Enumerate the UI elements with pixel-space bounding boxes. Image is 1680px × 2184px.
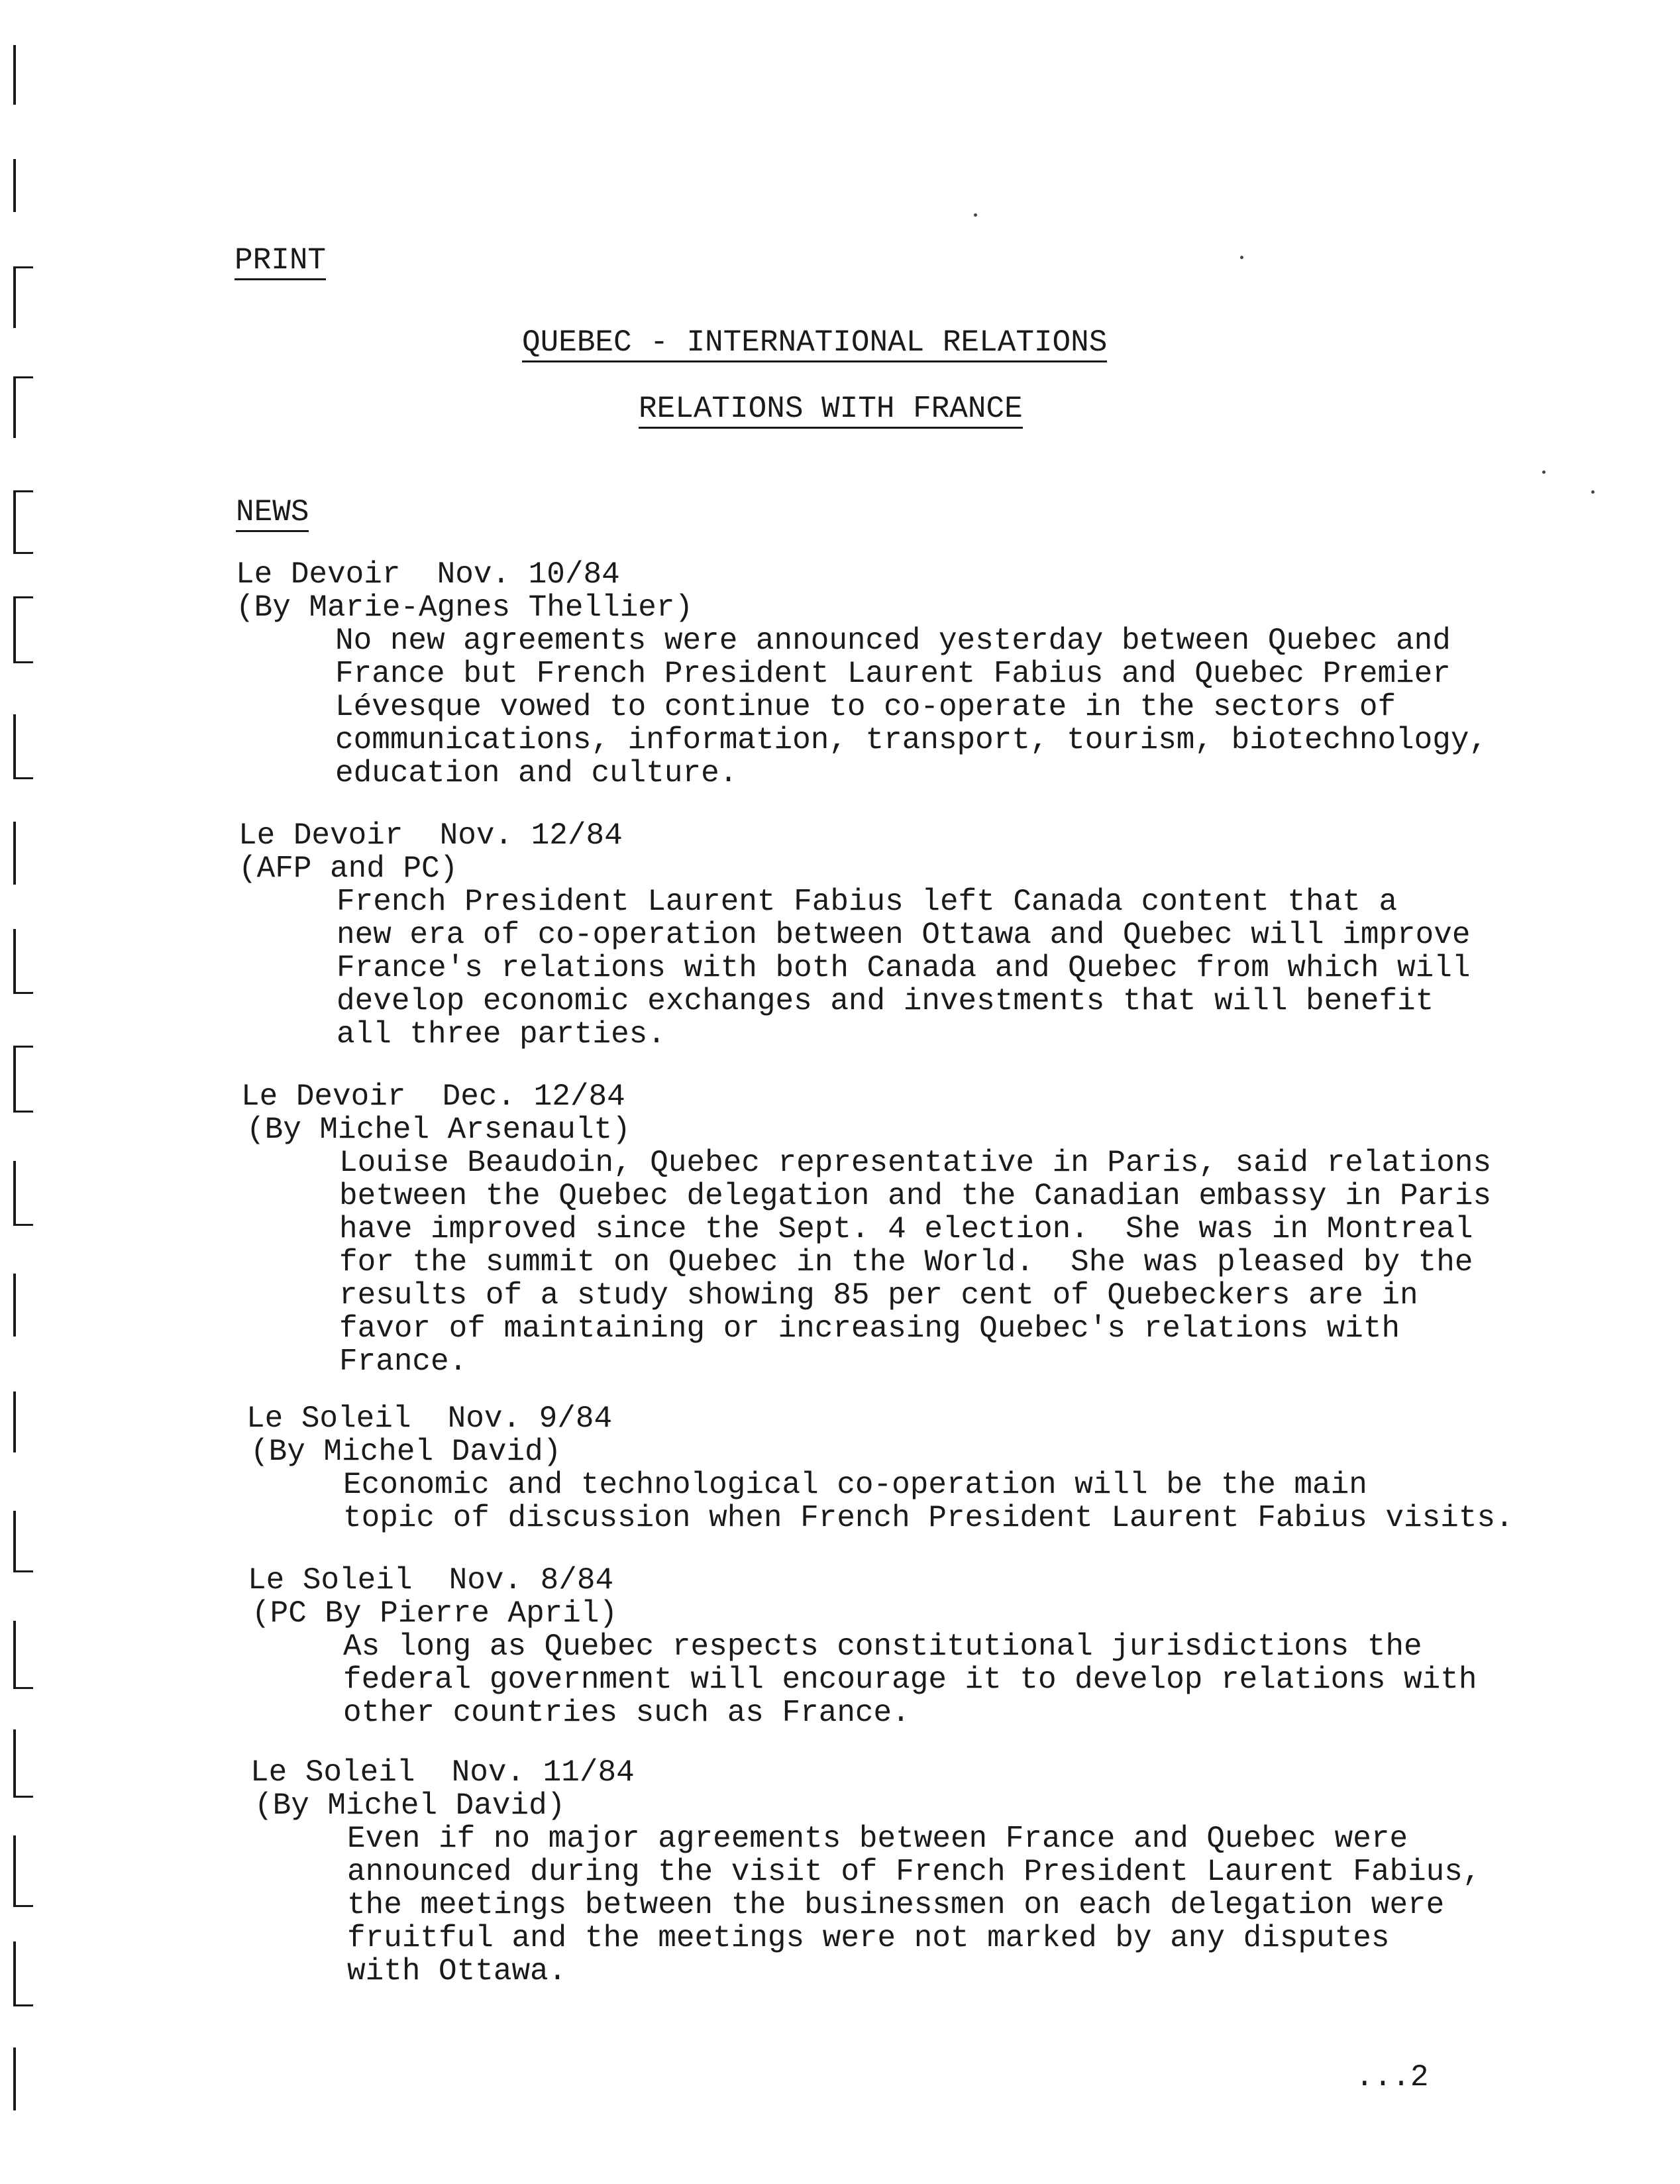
- binder-mark: [13, 929, 33, 994]
- summary-line: Economic and technological co-operation will be the main: [343, 1468, 1367, 1502]
- binder-mark: [13, 1046, 33, 1113]
- binder-mark: [13, 822, 33, 885]
- entry-source: Le Soleil Nov. 9/84: [246, 1401, 613, 1436]
- summary-line: all three parties.: [337, 1017, 666, 1052]
- section-heading-news: NEWS: [236, 496, 309, 532]
- scan-speck: [1240, 256, 1243, 259]
- entry-summary: [335, 624, 1487, 790]
- entry-byline: (By Michel Arsenault): [246, 1113, 631, 1147]
- print-label: PRINT: [235, 244, 326, 280]
- binder-mark: [13, 1941, 33, 2006]
- summary-line: No new agreements were announced yesterday between Quebec and: [335, 624, 1451, 658]
- summary-line: Even if no major agreements between France and Quebec were: [347, 1822, 1408, 1856]
- entry-summary: [347, 1822, 1481, 1988]
- entry-byline: (By Michel David): [250, 1435, 562, 1469]
- binder-mark: [13, 1621, 33, 1689]
- document-title: QUEBEC - INTERNATIONAL RELATIONS: [522, 326, 1107, 362]
- summary-line: for the summit on Quebec in the World. She was pleased by the: [339, 1245, 1473, 1280]
- summary-line: France.: [339, 1344, 468, 1379]
- summary-line: France's relations with both Canada and Quebec from which will: [337, 951, 1471, 985]
- summary-line: the meetings between the businessmen on each delegation were: [347, 1888, 1445, 1922]
- binder-mark: [13, 376, 33, 438]
- entry-summary: [339, 1146, 1491, 1378]
- summary-line: new era of co-operation between Ottawa and Quebec will improve: [337, 918, 1471, 952]
- binder-mark: [13, 266, 33, 328]
- summary-line: results of a study showing 85 per cent of Quebeckers are in: [339, 1278, 1418, 1313]
- binder-mark: [13, 1835, 33, 1907]
- binder-mark: [13, 2048, 33, 2110]
- page-continuation: ...2: [1355, 2060, 1429, 2095]
- entry-summary: [337, 885, 1470, 1051]
- summary-line: communications, information, transport, tourism, biotechnology,: [335, 723, 1488, 757]
- binder-mark: [13, 1274, 33, 1337]
- summary-line: topic of discussion when French President Laurent Fabius visits.: [343, 1501, 1514, 1535]
- summary-line: with Ottawa.: [347, 1954, 567, 1989]
- summary-line: favor of maintaining or increasing Quebec's relations with: [339, 1311, 1400, 1346]
- binder-mark: [13, 714, 33, 779]
- summary-line: fruitful and the meetings were not marked by any disputes: [347, 1921, 1390, 1955]
- summary-line: As long as Quebec respects constitutional jurisdictions the: [343, 1629, 1422, 1664]
- summary-line: develop economic exchanges and investments that will benefit: [337, 984, 1434, 1018]
- binder-mark: [13, 159, 33, 212]
- summary-line: other countries such as France.: [343, 1696, 910, 1730]
- entry-summary: [343, 1468, 1514, 1535]
- entry-source: Le Devoir Nov. 10/84: [236, 557, 620, 592]
- entry-summary: [343, 1630, 1477, 1729]
- summary-line: Lévesque vowed to continue to co-operate in the sectors of: [335, 690, 1396, 724]
- binder-mark: [13, 1161, 33, 1226]
- entry-byline: (AFP and PC): [238, 851, 458, 886]
- binder-mark: [13, 1729, 33, 1798]
- entry-source: Le Soleil Nov. 11/84: [250, 1755, 635, 1790]
- entry-source: Le Devoir Dec. 12/84: [241, 1079, 625, 1114]
- entry-source: Le Devoir Nov. 12/84: [238, 818, 623, 853]
- document-subtitle: RELATIONS WITH FRANCE: [639, 392, 1023, 429]
- summary-line: French President Laurent Fabius left Canada content that a: [337, 885, 1398, 919]
- summary-line: between the Quebec delegation and the Canadian embassy in Paris: [339, 1179, 1492, 1213]
- binder-mark: [13, 596, 33, 663]
- scan-speck: [1542, 470, 1546, 474]
- scan-speck: [974, 213, 977, 217]
- entry-source: Le Soleil Nov. 8/84: [248, 1563, 614, 1598]
- summary-line: education and culture.: [335, 756, 738, 791]
- summary-line: federal government will encourage it to develop relations with: [343, 1663, 1477, 1697]
- binder-mark: [13, 45, 33, 105]
- entry-byline: (By Michel David): [254, 1788, 566, 1823]
- summary-line: France but French President Laurent Fabius and Quebec Premier: [335, 657, 1451, 691]
- summary-line: have improved since the Sept. 4 election. She was in Montreal: [339, 1212, 1473, 1246]
- entry-byline: (PC By Pierre April): [252, 1596, 618, 1631]
- binder-mark: [13, 1511, 33, 1572]
- entry-byline: (By Marie-Agnes Thellier): [236, 590, 694, 625]
- scan-speck: [1591, 490, 1595, 494]
- summary-line: Louise Beaudoin, Quebec representative in Paris, said relations: [339, 1146, 1492, 1180]
- summary-line: announced during the visit of French President Laurent Fabius,: [347, 1855, 1481, 1889]
- binder-mark: [13, 490, 33, 554]
- binder-mark: [13, 1392, 33, 1452]
